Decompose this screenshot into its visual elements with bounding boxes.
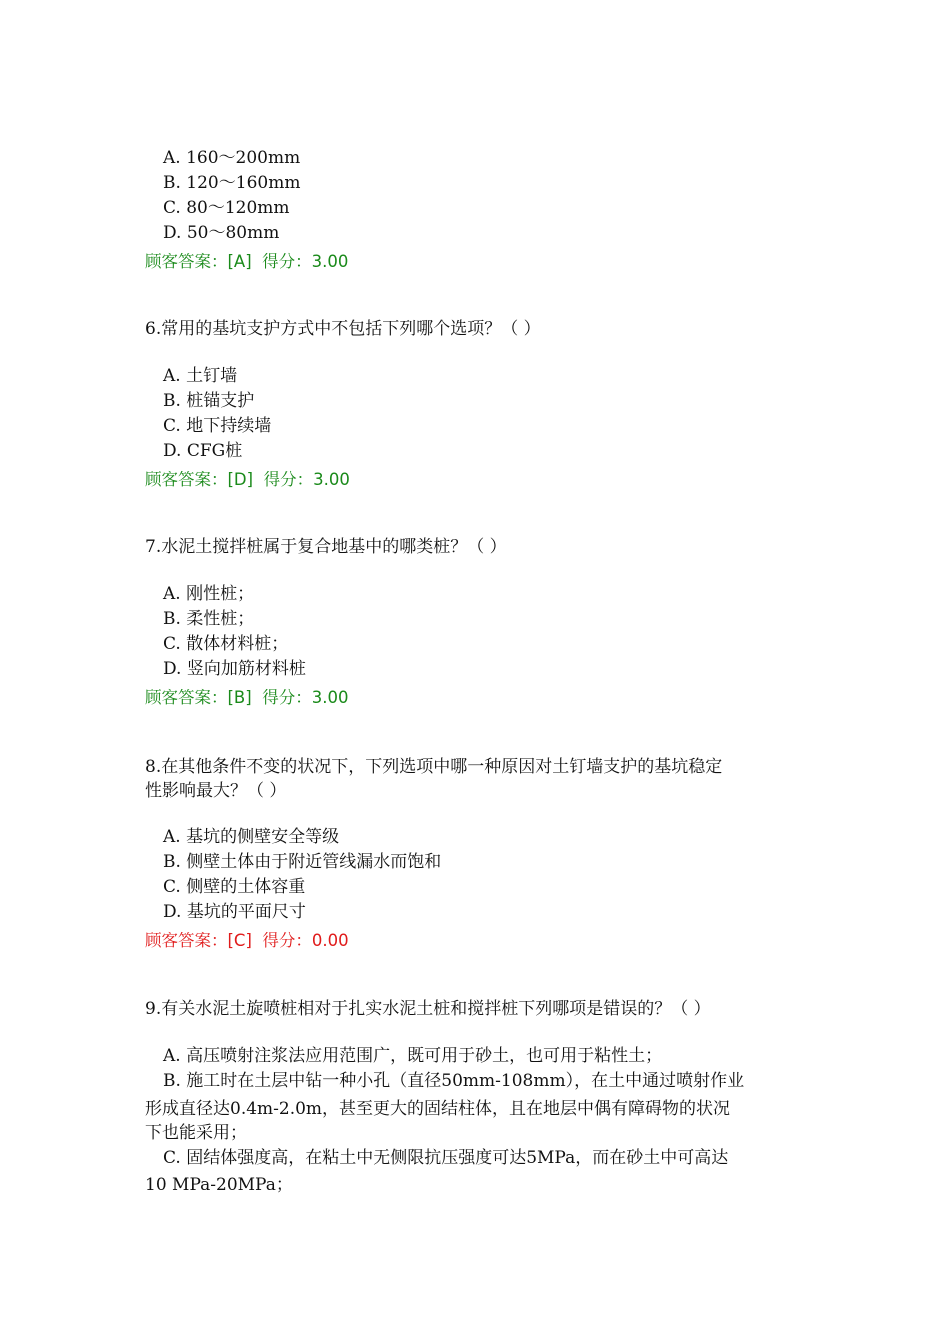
q9-question: 9.有关水泥土旋喷桩相对于扎实水泥土桩和搅拌桩下列哪项是错误的？（ ） <box>145 999 711 1019</box>
answer-value: [D] <box>227 470 254 489</box>
q8-question-line2: 性影响最大？（ ） <box>145 781 287 801</box>
score-label: 得分： <box>263 470 314 489</box>
score-value: 3.00 <box>313 470 350 489</box>
q8-option-b: B. 侧壁土体由于附近管线漏水而饱和 <box>163 852 442 872</box>
answer-label: 顾客答案： <box>145 688 228 707</box>
q8-question-line1: 8.在其他条件不变的状况下，下列选项中哪一种原因对土钉墙支护的基坑稳定 <box>145 757 723 777</box>
q6-customer-answer <box>145 467 350 492</box>
q6-question: 6.常用的基坑支护方式中不包括下列哪个选项？（ ） <box>145 319 541 339</box>
score-value: 0.00 <box>311 931 349 950</box>
q8-option-d: D. 基坑的平面尺寸 <box>163 902 306 922</box>
q5-option-b: B. 120～160mm <box>163 173 301 193</box>
q9-option-b-line3: 下也能采用； <box>145 1123 247 1143</box>
answer-label: 顾客答案： <box>145 252 228 271</box>
q8-option-c: C. 侧壁的土体容重 <box>163 877 306 897</box>
answer-label: 顾客答案： <box>145 931 228 950</box>
q7-option-a: A. 刚性桩； <box>163 584 255 604</box>
answer-value: [C] <box>227 931 252 950</box>
q7-option-c: C. 散体材料桩； <box>163 634 289 654</box>
q8-option-a: A. 基坑的侧壁安全等级 <box>163 827 340 847</box>
q7-option-b: B. 柔性桩； <box>163 609 255 629</box>
q8-customer-answer <box>145 928 349 953</box>
answer-value: [A] <box>227 252 252 271</box>
q5-option-d: D. 50～80mm <box>163 223 280 243</box>
q6-option-b: B. 桩锚支护 <box>163 391 255 411</box>
q9-option-c-line1: C. 固结体强度高，在粘土中无侧限抗压强度可达5MPa，而在砂土中可高达 <box>163 1148 729 1168</box>
q9-option-b-line1: B. 施工时在土层中钻一种小孔（直径50mm-108mm），在土中通过喷射作业 <box>163 1071 745 1091</box>
q6-option-d: D. CFG桩 <box>163 441 243 461</box>
q5-option-a: A. 160～200mm <box>163 148 301 168</box>
score-label: 得分： <box>262 931 312 950</box>
answer-label: 顾客答案： <box>145 470 228 489</box>
score-label: 得分： <box>262 688 312 707</box>
answer-value: [B] <box>227 688 252 707</box>
q7-option-d: D. 竖向加筋材料桩 <box>163 659 306 679</box>
score-value: 3.00 <box>311 252 349 271</box>
q9-option-b-line2: 形成直径达0.4m-2.0m，甚至更大的固结柱体，且在地层中偶有障碍物的状况 <box>145 1099 731 1119</box>
q6-option-c: C. 地下持续墙 <box>163 416 272 436</box>
q6-option-a: A. 土钉墙 <box>163 366 238 386</box>
q5-customer-answer <box>145 249 348 274</box>
q5-option-c: C. 80～120mm <box>163 198 290 218</box>
q9-option-a: A. 高压喷射注浆法应用范围广，既可用于砂土，也可用于粘性土； <box>163 1046 663 1066</box>
q7-customer-answer <box>145 685 348 710</box>
q9-option-c-line2: 10 MPa-20MPa； <box>145 1175 293 1195</box>
score-value: 3.00 <box>311 688 349 707</box>
q7-question: 7.水泥土搅拌桩属于复合地基中的哪类桩？（ ） <box>145 537 507 557</box>
score-label: 得分： <box>262 252 312 271</box>
